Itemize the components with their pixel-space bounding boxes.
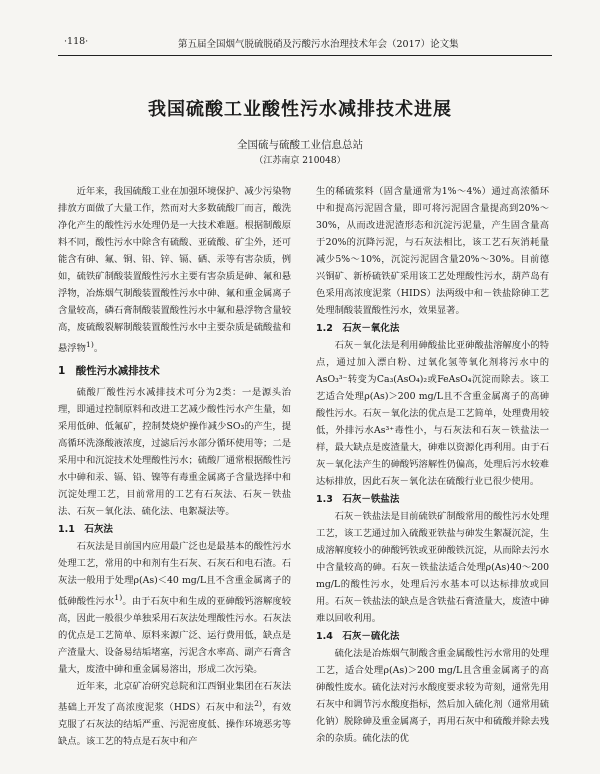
subsection-heading: 1.4 石灰－硫化法 [316, 631, 400, 642]
journal-title: 第五届全国烟气脱硫脱硝及污酸污水治理技术年会（2017）论文集 [178, 39, 459, 50]
paragraph: 石灰－铁盐法是目前硫铁矿制酸常用的酸性污水处理工艺，该工艺通过加入硫酸亚铁盐与砷发生絮凝沉淀，生成溶解度较小的砷酸钙铁或亚砷酸铁沉淀，从而除去污水中含量较高的砷。石灰－铁盐法适合处理ρ(As)40～200 mg/L的酸性污水，处理后污水基本可以达标排放或回用。石灰－铁盐法的缺点是含铁盐石膏渣量大，废渣中砷难以回收利用。 [316, 511, 549, 624]
affiliation: （江苏南京 210048） [254, 156, 346, 166]
paragraph: 石灰法是目前国内应用最广泛也是最基本的酸性污水处理工艺，常用的中和剂有生石灰、石灰石和电石渣。石灰法一般用于处理ρ(As)＜40 mg/L且不含重金属离子的低砷酸性污水$^{1)}$。由于石灰中和生成的亚砷酸钙溶解度较高，因此一般很少单独采用石灰法处理酸性污水。石灰法的优点是工艺简单、原料来源广泛、运行费用低，缺点是产渣量大、设备易结垢堵塞，污泥含水率高、副产石膏含量大，废渣中砷和重金属易溶出，形成二次污染。 [58, 541, 291, 676]
paragraph: 硫化法是冶炼烟气制酸含重金属酸性污水常用的处理工艺，适合处理ρ(As)＞200 mg/L且含重金属离子的高砷酸性废水。硫化法对污水酸度要求较为苛刻，通常先用石灰中和调节污水酸度指标，然后加入硫化剂（通常用硫化钠）脱除砷及重金属离子，再用石灰中和硫酸并除去残余的杂质。硫化法的优 [316, 648, 549, 744]
intro-paragraph: 近年来，我国硫酸工业在加强环境保护、减少污染物排放方面做了大量工作，然而对大多数硫酸厂而言，酸洗净化产生的酸性污水处理仍是一大技术难题。根据制酸原料不同，酸性污水中除含有硫酸、亚硫酸、矿尘外，还可能含有砷、氟、铜、铅、锌、镉、硒、汞等有害杂质，例如，硫铁矿制酸装置酸性污水主要有害杂质是砷、氟和悬浮物，冶炼烟气制酸装置酸性污水中砷、氟和重金属离子含量较高，磷石膏制酸装置酸性污水中氟和悬浮物含量较高，废硫酸裂解制酸装置酸性污水中主要杂质是硫酸盐和悬浮物$^{1)}$。 [58, 186, 291, 355]
running-header [28, 36, 572, 52]
page-number: ·118· [64, 36, 89, 47]
header-rule [58, 55, 552, 56]
citation: 2) [254, 699, 263, 709]
paragraph: 石灰－氧化法是利用砷酸盐比亚砷酸盐溶解度小的特点，通过加入漂白粉、过氧化氢等氧化剂将污水中的AsO₃³⁻转变为Ca₃(AsO₄)₂或FeAsO₄沉淀而除去。该工艺适合处理ρ(As)＞200 mg/L且不含重金属离子的高砷酸性污水。石灰－氧化法的优点是工艺简单，处理费用较低，外排污水As³⁺毒性小，与石灰法和石灰－铁盐法一样，最大缺点是废渣量大，砷难以资源化再利用。由于石灰－氧化法产生的砷酸钙溶解性仍偏高，处理后污水较难达标排放，因此石灰－氧化法在硫酸行业已很少使用。 [316, 340, 549, 487]
subsection-heading: 1.2 石灰－氧化法 [316, 323, 400, 334]
left-column [58, 183, 291, 750]
subsection-heading: 1.1 石灰法 [58, 524, 113, 536]
section-heading: 1 酸性污水减排技术 [58, 365, 160, 378]
author: 全国硫与硫酸工业信息总站 [237, 139, 363, 151]
citation: 1) [114, 593, 123, 603]
citation: 1) [85, 340, 94, 349]
paragraph: 生的稀硫浆料（固含量通常为1%～4%）通过高浓循环中和提高污泥固含量，即可将污泥固含量提高到20%～30%，从而改进泥渣形态和沉淀污泥量，产生固含量高于20%的沉降污泥，与石灰法相比，该工艺石灰消耗量减少5%～10%，沉淀污泥固含量20%～30%。目前德兴铜矿、新桥硫铁矿采用该工艺处理酸性污水，葫芦岛有色采用高浓度泥浆（HIDS）法两级中和－铁盐除砷工艺处理制酸装置酸性污水，效果显著。 [316, 186, 549, 316]
article-title: 我国硫酸工业酸性污水减排技术进展 [148, 99, 452, 120]
right-column [316, 183, 549, 747]
subsection-heading: 1.3 石灰－铁盐法 [316, 494, 400, 505]
paragraph: 硫酸厂酸性污水减排技术可分为2类：一是源头治理，即通过控制原料和改进工艺减少酸性污水产生量，如采用低砷、低氟矿，控制焚烧炉操作减少SO₃的产生，提高循环洗涤酸液浓度，过滤后污水部分循环使用等；二是采用中和沉淀技术处理酸性污水；硫酸厂通常根据酸性污水中砷和汞、镉、铅、镍等有毒重金属离子含量选择中和沉淀处理工艺，目前常用的工艺有石灰法、石灰－铁盐法、石灰－氧化法、硫化法、电絮凝法等。 [58, 387, 291, 518]
paragraph: 近年来，北京矿冶研究总院和江西铜业集团在石灰法基础上开发了高浓度泥浆（HDS）石灰中和法$^{2)}$，有效克服了石灰法的结垢严重、污泥密度低、操作环境恶劣等缺点。该工艺的特点是石灰中和产 [58, 681, 291, 748]
